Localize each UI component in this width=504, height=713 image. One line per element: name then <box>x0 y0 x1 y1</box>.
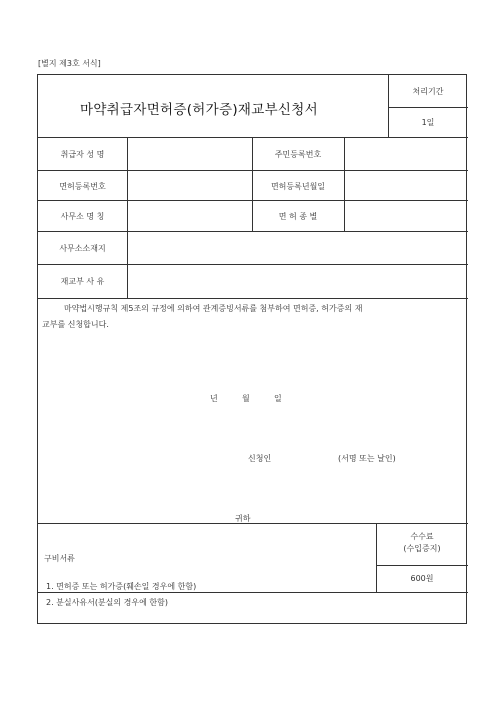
application-form <box>37 74 467 624</box>
right-column-divider <box>344 137 345 231</box>
date-day: 일 <box>274 394 282 403</box>
document-item-2: 2. 분실사유서(분실의 경우에 한함) <box>46 598 168 607</box>
declaration-line-2: 교부를 신청합니다. <box>42 320 109 329</box>
license-date-label: 면허등록년월일 <box>270 182 326 191</box>
row-line-4 <box>38 264 468 265</box>
fee-stamp-label: (수입증지) <box>403 544 441 553</box>
form-number-label: [별지 제3호 서식] <box>38 59 101 68</box>
office-name-label: 사무소 명 칭 <box>60 212 105 221</box>
processing-divider <box>388 107 468 108</box>
reissue-reason-label: 재교부 사 유 <box>60 277 105 286</box>
resident-number-label: 주민등록번호 <box>274 150 322 159</box>
date-month: 월 <box>242 394 250 403</box>
fee-label: 수수료 <box>410 532 434 541</box>
fee-row-line <box>376 565 468 566</box>
fee-amount: 600원 <box>410 574 434 583</box>
declaration-line-1: 마약법시행규칙 제5조의 규정에 의하여 관계증빙서류를 첨부하여 면허증, 허가증의 재 <box>64 304 363 313</box>
date-year: 년 <box>210 394 218 403</box>
office-address-label: 사무소소재지 <box>59 244 106 253</box>
row-line-2 <box>38 200 468 201</box>
form-title: 마약취급자면허증(허가증)재교부신청서 <box>80 102 318 118</box>
title-bottom-line <box>38 137 468 138</box>
processing-period-value: 1일 <box>421 118 435 127</box>
documents-header: 구비서류 <box>44 554 75 563</box>
fee-bottom-line <box>38 592 468 593</box>
row-line-3 <box>38 231 468 232</box>
documents-top-line <box>38 523 468 524</box>
license-type-label: 면 허 종 별 <box>278 212 318 221</box>
processing-period-label: 처리기간 <box>412 87 444 96</box>
addressee: 귀하 <box>235 514 251 523</box>
row-line-5 <box>38 298 468 299</box>
handler-name-label: 취급자 성 명 <box>60 150 105 159</box>
label-column-divider <box>127 137 128 298</box>
license-number-label: 면허등록번호 <box>59 182 106 191</box>
signature-note: (서명 또는 날인) <box>338 454 396 463</box>
applicant-label: 신청인 <box>248 454 272 463</box>
document-item-1: 1. 면허증 또는 허가증(훼손일 경우에 한함) <box>46 582 197 591</box>
row-line-1 <box>38 170 468 171</box>
